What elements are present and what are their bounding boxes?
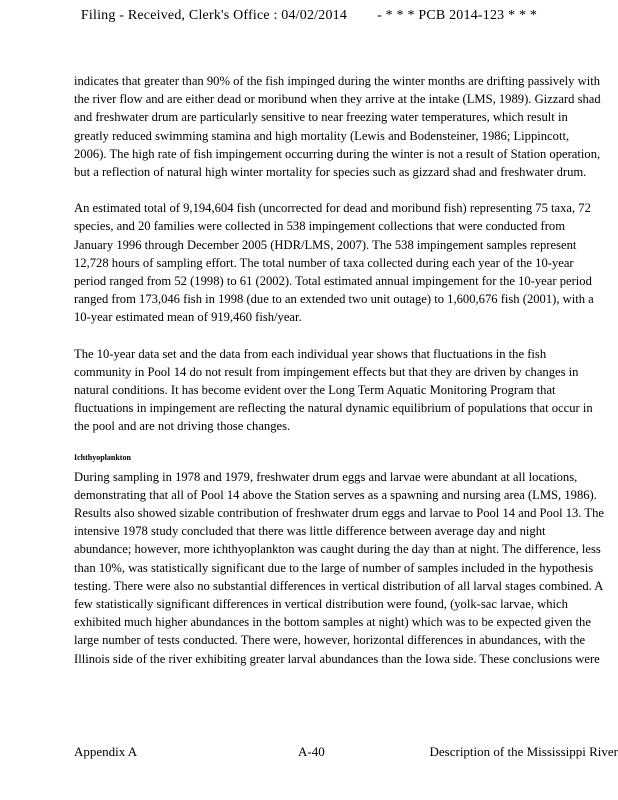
paragraph-natural-fluctuations: The 10-year data set and the data from each individual year shows that fluctuations in the fish community in Pool 14 do not result from impingement effects but that they are driven by changes in natural conditions. It has become evident over the Long Term Aquatic Monitoring Program that fluctuations in impingement are reflecting the natural dynamic equilibrium of populations that occur in the pool and are not driving those changes. bbox=[74, 346, 593, 434]
paragraph-ichthyoplankton: During sampling in 1978 and 1979, freshwater drum eggs and larvae were abundant at all locations, demonstrating that all of Pool 14 above the Station serves as a spawning and nursing area (LMS, 1986). Results also showed sizable contribution of freshwater drum eggs and larvae to Pool 14 and Pool 13. The intensive 1978 study concluded that there was little difference between average day and night abundance; however, more ichthyoplankton was caught during the day than at night. The difference, less than 10%, was statistically significant due to the large of number of samples included in the hypothesis testing. There were also no substantial differences in vertical distribution of all larval stages combined. A few statistically significant differences in vertical distribution were found, (yolk-sac larvae, which exhibited much higher abundances in the bottom samples at night) which was to be expected given the large number of tests conducted. There were, however, horizontal differences in abundances, with the Illinois side of the river exhibiting greater larval abundances than the Iowa side. These conclusions were bbox=[74, 469, 605, 666]
section-heading-ichthyoplankton: Ichthyoplankton bbox=[74, 452, 131, 462]
page-number: A-40 bbox=[298, 744, 325, 759]
paragraph-impingement-totals: An estimated total of 9,194,604 fish (uncorrected for dead and moribund fish) representing 75 taxa, 72 species, and 20 families were collected in 538 impingement collections that were conducted from January 1996 through December 2005 (HDR/LMS, 2007). The 538 impingement samples represent 12,728 hours of sampling effort. The total number of taxa collected during each year of the 10-year period ranged from 52 (1998) to 61 (2002). Total estimated annual impingement for the 10-year period ranged from 173,046 fish in 1998 (due to an extended two unit outage) to 1,600,676 fish (2001), with a 10-year estimated mean of 919,460 fish/year. bbox=[74, 201, 594, 325]
paragraph-winter-impingement: indicates that greater than 90% of the fish impinged during the winter months are drifting passively with the river flow and are either dead or moribund when they arrive at the intake (LMS, 1989). Gizzard shad and freshwater drum are particularly sensitive to near freezing water temperatures, which result in greatly reduced swimming stamina and high mortality (Lewis and Bodensteiner, 1986; Lippincott, 2006). The high rate of fish impingement occurring during the winter is not a result of Station operation, but a reflection of natural high winter mortality for species such as gizzard shad and freshwater drum. bbox=[74, 74, 601, 180]
page-footer bbox=[74, 744, 618, 764]
document-body bbox=[74, 72, 604, 686]
footer-appendix: Appendix A bbox=[74, 744, 138, 759]
footer-section-title: Description of the Mississippi River bbox=[429, 744, 618, 759]
case-number: - * * * PCB 2014-123 * * * bbox=[377, 8, 538, 23]
filing-header bbox=[0, 8, 618, 24]
filing-stamp: Filing - Received, Clerk's Office : 04/02/2014 bbox=[80, 8, 348, 23]
